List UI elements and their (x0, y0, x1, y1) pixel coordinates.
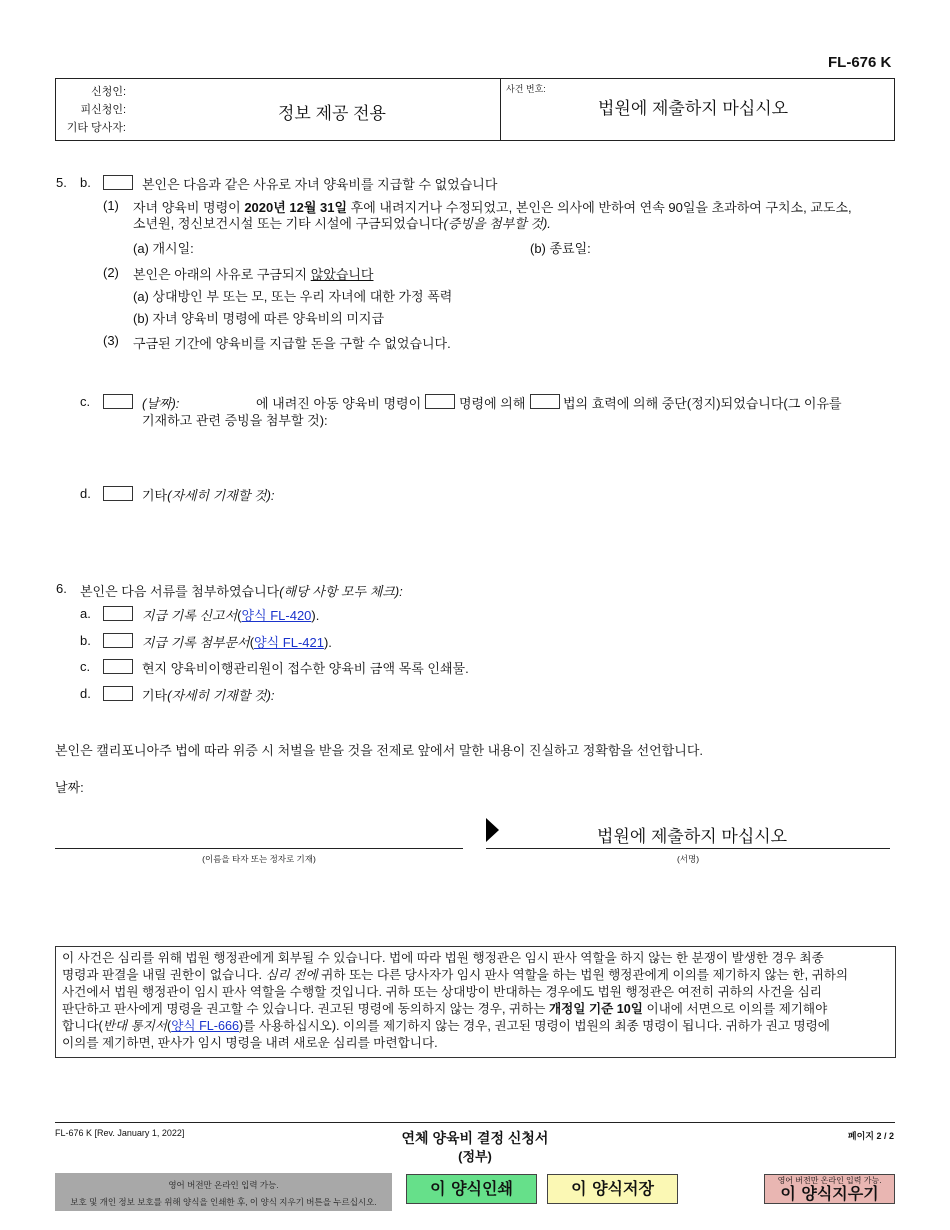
notice-l4a: 판단하고 판사에게 명령을 권고할 수 있습니다. 권고된 명령에 동의하지 않는 경우, 귀하는 (62, 1002, 549, 1016)
item5b1-pre: 자녀 양육비 명령이 (133, 200, 245, 215)
form-number: FL-676 K (828, 54, 892, 71)
declaration-text: 본인은 캘리포니아주 법에 따라 위증 시 처벌을 받을 것을 전제로 앞에서 말한 내용이 진실하고 정확함을 선언합니다. (55, 743, 704, 758)
signature-line[interactable] (486, 848, 890, 849)
notice-l2-italic: 심리 전에 (265, 968, 318, 982)
item5b2a-text: (a) 상대방인 부 또는 모, 또는 우리 자녀에 대한 가정 폭력 (133, 289, 453, 304)
clear-form-button[interactable] (764, 1174, 895, 1204)
item6a-checkbox[interactable] (103, 606, 133, 621)
signature-arrow-icon (486, 818, 499, 842)
item6-text (80, 581, 403, 600)
footer-revision: FL-676 K [Rev. January 1, 2022] (55, 1128, 185, 1138)
case-number-label: 사건 번호: (506, 84, 546, 94)
notice-l2b: 귀하 또는 다른 당사자가 임시 판사 역할을 하는 법원 행정관에게 이의를 제기하지 않는 한, 귀하의 (317, 968, 849, 982)
item6c-letter: c. (80, 659, 91, 674)
online-fill-line2: 보호 및 개인 정보 보호를 위해 양식을 인쇄한 후, 이 양식 지우기 버튼을 누르십시오. (70, 1197, 377, 1207)
item5c-date-label: (날짜): (142, 396, 180, 411)
petitioner-label: 신청인: (91, 86, 126, 98)
item5b2-underline: 않았습니다 (310, 267, 374, 282)
item5b1-post: 후에 내려지거나 수정되었고, 본인은 의사에 반하여 연속 90일을 초과하여 구치소, 교도소, (347, 200, 852, 215)
signature-do-not-file: 법원에 제출하지 마십시오 (597, 827, 788, 846)
item5d-text (142, 485, 275, 504)
item5b1-number: (1) (103, 198, 119, 213)
clear-form-label: 이 양식지우기 (780, 1184, 879, 1203)
item5b-letter: b. (80, 175, 91, 190)
date-label: 날짜: (55, 780, 84, 795)
do-not-file-header: 법원에 제출하지 마십시오 (598, 99, 789, 118)
sign-caption: (서명) (676, 854, 700, 864)
item6c-checkbox[interactable] (103, 659, 133, 674)
respondent-label: 피신청인: (80, 104, 126, 116)
footer-rule (55, 1122, 895, 1123)
item5b1-line2-text: 소년원, 정신보건시설 또는 기타 시설에 구금되었습니다 (133, 216, 444, 231)
caption-divider (500, 79, 501, 140)
item5b2b-text: (b) 자녀 양육비 명령에 따른 양육비의 미지급 (133, 311, 385, 326)
end-date-field[interactable]: (b) 종료일: (530, 241, 591, 256)
online-fill-notice (55, 1173, 392, 1211)
item5b2-text (133, 264, 374, 283)
item5c-checkbox[interactable] (103, 394, 133, 409)
form-fl421-link[interactable]: 양식 FL-421 (254, 635, 324, 650)
item5b3-number: (3) (103, 333, 119, 348)
item6-number: 6. (56, 581, 67, 596)
caption-box (55, 78, 895, 141)
item6-label: 본인은 다음 서류를 첨부하였습니다 (80, 584, 280, 599)
notice-l5-italic: 반대 통지서 (102, 1019, 168, 1033)
item5d-letter: d. (80, 486, 91, 501)
footer-title: 연체 양육비 결정 신청서 (401, 1130, 549, 1146)
item6d-letter: d. (80, 686, 91, 701)
notice-l2a: 명령과 판결을 내릴 권한이 없습니다. (62, 968, 266, 982)
start-date-field[interactable]: (a) 개시일: (133, 241, 194, 256)
item5b3-text: 구금된 기간에 양육비를 지급할 돈을 구할 수 없었습니다. (133, 336, 451, 351)
item6-italic: (해당 사항 모두 체크): (279, 584, 403, 599)
item5c-text2: 명령에 의해 (459, 396, 526, 411)
form-fl666-link[interactable]: 양식 FL-666 (171, 1019, 239, 1033)
footer-page-number: 페이지 2 / 2 (847, 1131, 894, 1141)
item5b-text: 본인은 다음과 같은 사유로 자녀 양육비를 지급할 수 없었습니다 (142, 177, 498, 192)
item6a-text: 지급 기록 신고서(양식 FL-420). (142, 608, 320, 623)
notice-l5a: 합니다( (62, 1019, 103, 1033)
item5d-italic: (자세히 기재할 것): (167, 488, 275, 503)
item6b-checkbox[interactable] (103, 633, 133, 648)
info-only-text: 정보 제공 전용 (278, 104, 386, 123)
notice-l5p: ( (167, 1019, 172, 1033)
item5b-checkbox[interactable] (103, 175, 133, 190)
online-fill-line1: 영어 버전만 온라인 입력 가능. (168, 1180, 279, 1190)
item5c-letter: c. (80, 394, 91, 409)
item5b1-line2-italic: (증빙을 첨부할 것). (443, 216, 551, 231)
save-form-button[interactable]: 이 양식저장 (547, 1174, 678, 1204)
notice-line-6: 이의를 제기하면, 판사가 임시 명령을 내려 새로운 심리를 마련합니다. (62, 1036, 438, 1050)
item6a-letter: a. (80, 606, 91, 621)
item5b1-line2 (133, 213, 551, 232)
item5b2-pre: 본인은 아래의 사유로 구금되지 (133, 267, 311, 282)
form-fl420-link[interactable]: 양식 FL-420 (241, 608, 312, 623)
notice-l4-bold: 개정일 기준 10일 (548, 1002, 643, 1016)
name-line[interactable] (55, 848, 463, 849)
print-form-button[interactable]: 이 양식인쇄 (406, 1174, 537, 1204)
item5c-text1: 에 내려진 아동 양육비 명령이 (256, 396, 422, 411)
item6c-text: 현지 양육비이행관리원이 접수한 양육비 금액 목록 인쇄물. (142, 661, 469, 676)
notice-line-2 (62, 967, 889, 984)
notice-line-1: 이 사건은 심리를 위해 법원 행정관에게 회부될 수 있습니다. 법에 따라 법원 행정관은 임시 판사 역할을 하지 않는 한 분쟁이 발생한 경우 최종 (62, 951, 824, 965)
item5c-line2: 기재하고 관련 증빙을 첨부할 것): (142, 413, 328, 428)
name-caption: (이름을 타자 또는 정자로 기재) (202, 854, 316, 864)
item5b2-number: (2) (103, 265, 119, 280)
commissioner-notice (55, 946, 896, 1058)
item5-number: 5. (56, 175, 67, 190)
item5d-checkbox[interactable] (103, 486, 133, 501)
footer-subtitle: (정부) (458, 1149, 492, 1164)
item6d-label: 기타 (142, 688, 168, 703)
other-party-label: 기타 당사자: (66, 122, 126, 134)
item5c-text3: 법의 효력에 의해 중단(정지)되었습니다(그 이유를 (563, 396, 842, 411)
notice-line-3: 사건에서 법원 행정관이 임시 판사 역할을 수행할 것입니다. 귀하 또는 상대방이 반대하는 경우에도 법원 행정관은 여전히 귀하의 사건을 심리 (62, 985, 822, 999)
item5d-label: 기타 (142, 488, 168, 503)
item6b-text: 지급 기록 첨부문서(양식 FL-421). (142, 635, 332, 650)
notice-line-5 (62, 1018, 889, 1035)
item6d-italic: (자세히 기재할 것): (167, 688, 275, 703)
item5c-law-checkbox[interactable] (530, 394, 560, 409)
item6a-italic: 지급 기록 신고서 (142, 608, 238, 623)
item6b-letter: b. (80, 633, 91, 648)
item5c-order-checkbox[interactable] (425, 394, 455, 409)
item5b1-date: 2020년 12월 31일 (244, 200, 348, 215)
item6b-italic: 지급 기록 첨부문서 (142, 635, 250, 650)
item6d-checkbox[interactable] (103, 686, 133, 701)
clear-form-small-text: 영어 버전만 온라인 입력 가능. (777, 1176, 882, 1185)
notice-l5b: )를 사용하십시오). 이의를 제기하지 않는 경우, 권고된 명령이 법원의 최종 명령이 됩니다. 귀하가 권고 명령에 (238, 1019, 830, 1033)
notice-line-4 (62, 1001, 889, 1018)
item6d-text (142, 685, 275, 704)
notice-l4c: 이내에 서면으로 이의를 제기해야 (642, 1002, 828, 1016)
